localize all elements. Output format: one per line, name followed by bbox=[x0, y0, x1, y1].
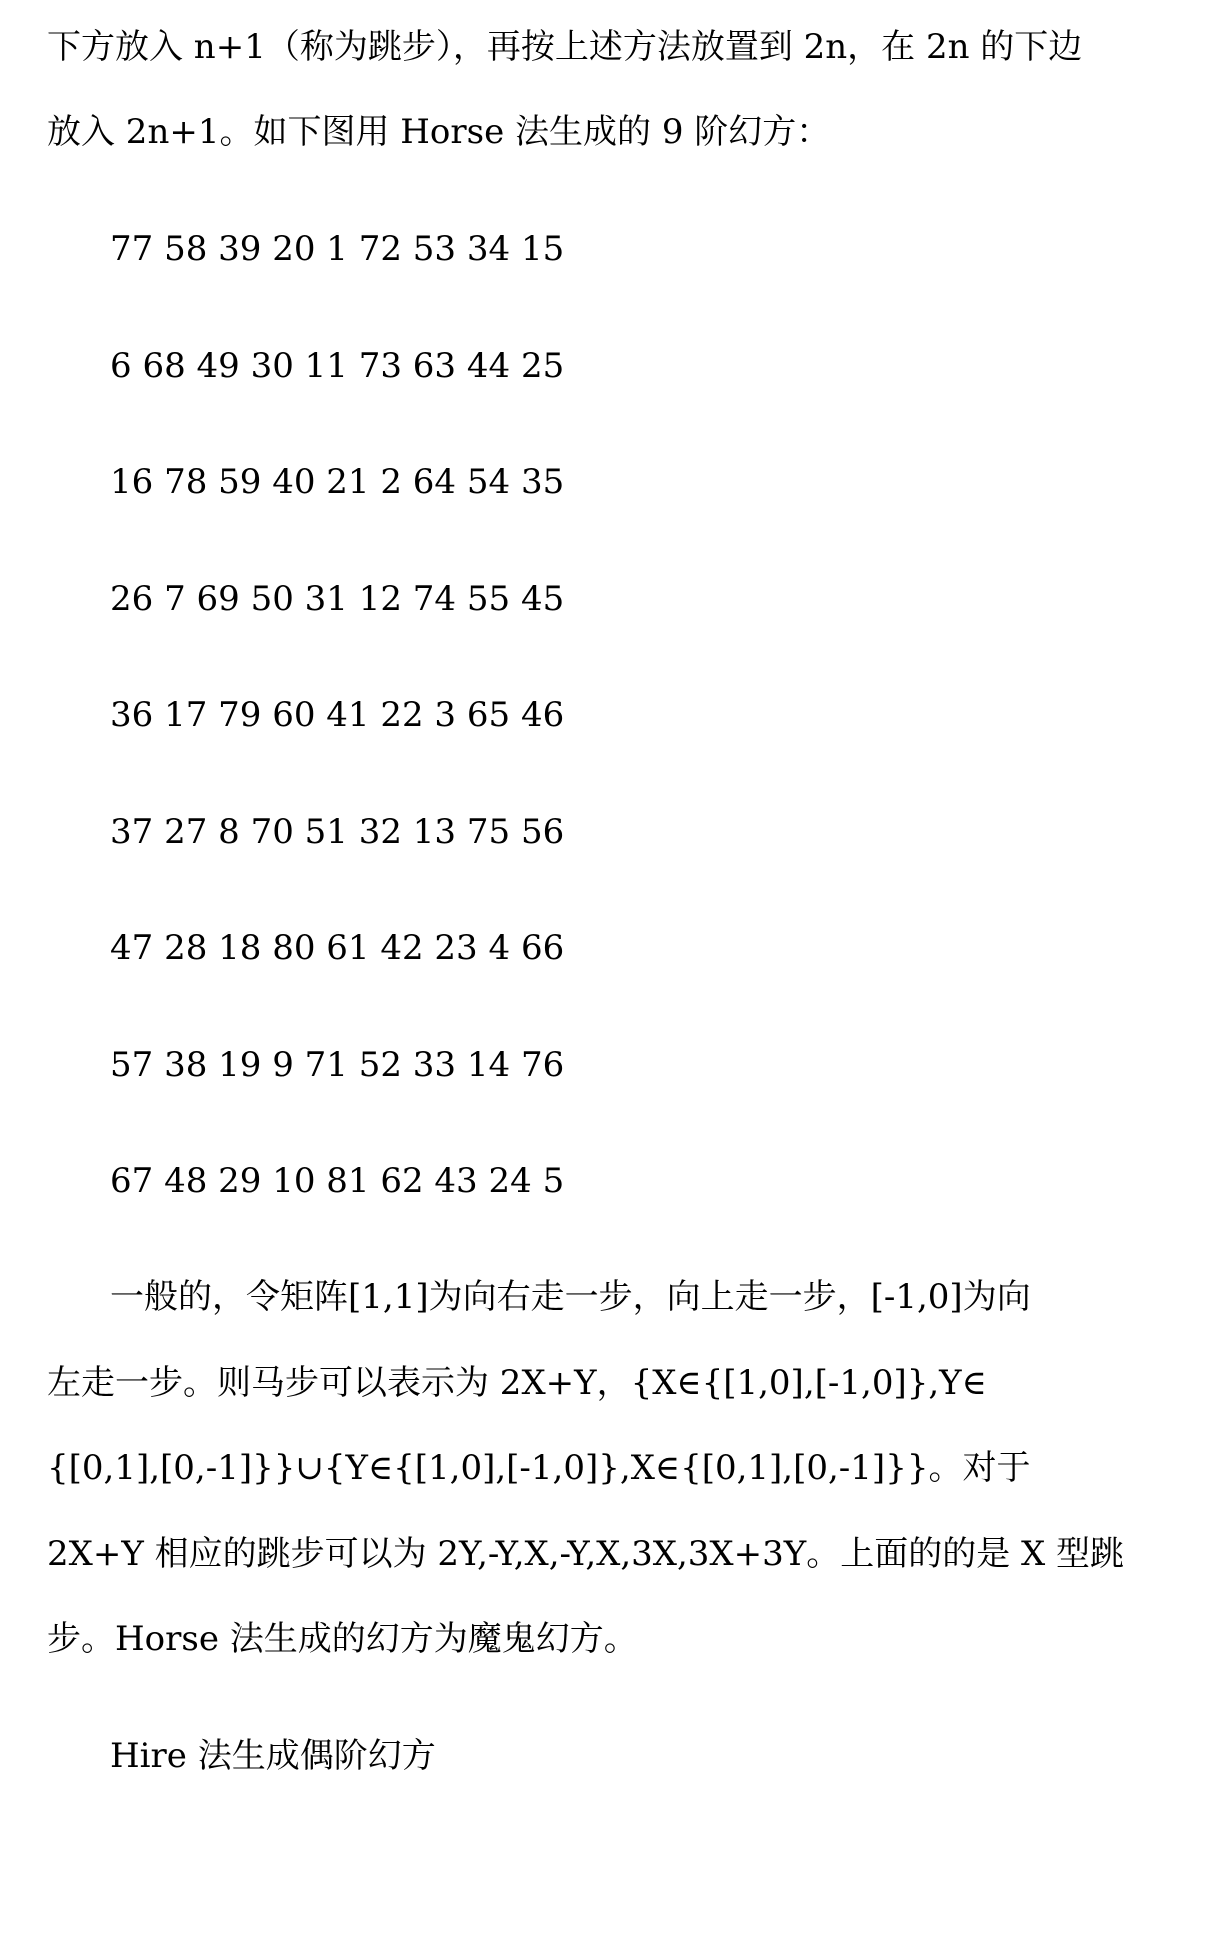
paragraph-line-2: 左走一步。则马步可以表示为 2X+Y，{X∈{[1,0],[-1,0]},Y∈ bbox=[47, 1363, 987, 1403]
magic-square-row: 16 78 59 40 21 2 64 54 35 bbox=[110, 462, 565, 502]
paragraph-line-5: 步。Horse 法生成的幻方为魔鬼幻方。 bbox=[47, 1619, 638, 1659]
magic-square-row: 67 48 29 10 81 62 43 24 5 bbox=[110, 1161, 565, 1201]
magic-square-row: 57 38 19 9 71 52 33 14 76 bbox=[110, 1045, 565, 1085]
magic-square-row: 26 7 69 50 31 12 74 55 45 bbox=[110, 579, 565, 619]
magic-square-row: 37 27 8 70 51 32 13 75 56 bbox=[110, 812, 565, 852]
paragraph-line-3: {[0,1],[0,-1]}}∪{Y∈{[1,0],[-1,0]},X∈{[0,1],[0,-1]}}。对于 bbox=[47, 1448, 1031, 1488]
magic-square-row: 36 17 79 60 41 22 3 65 46 bbox=[110, 695, 565, 735]
paragraph-line-1: 一般的，令矩阵[1,1]为向右走一步，向上走一步，[-1,0]为向 bbox=[110, 1277, 1031, 1317]
intro-line-2: 放入 2n+1。如下图用 Horse 法生成的 9 阶幻方： bbox=[47, 112, 831, 152]
magic-square-row: 77 58 39 20 1 72 53 34 15 bbox=[110, 229, 565, 269]
section-heading: Hire 法生成偶阶幻方 bbox=[110, 1736, 436, 1776]
paragraph-line-4: 2X+Y 相应的跳步可以为 2Y,-Y,X,-Y,X,3X,3X+3Y。上面的的是 X 型跳 bbox=[47, 1534, 1125, 1574]
magic-square-row: 6 68 49 30 11 73 63 44 25 bbox=[110, 346, 565, 386]
intro-line-1: 下方放入 n+1（称为跳步），再按上述方法放置到 2n，在 2n 的下边 bbox=[47, 27, 1083, 67]
magic-square-row: 47 28 18 80 61 42 23 4 66 bbox=[110, 928, 565, 968]
